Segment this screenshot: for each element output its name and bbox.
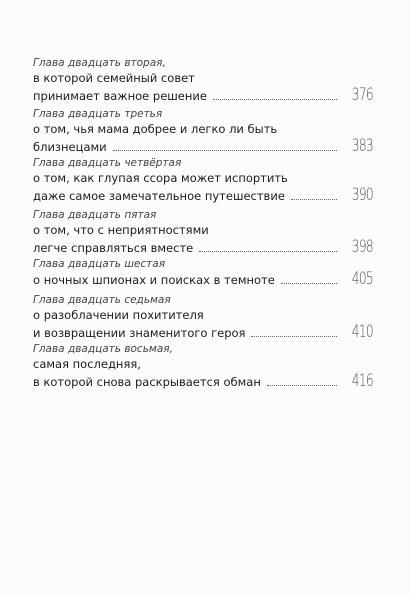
page-number: 390 (351, 185, 373, 205)
chapter-description-last-line (33, 87, 373, 104)
chapter-description-line: самая последняя, (33, 357, 141, 371)
chapter-description-line: о том, как глупая ссора может испортить (33, 171, 288, 185)
toc-entry (33, 258, 373, 288)
page-number: 376 (351, 85, 373, 105)
dot-leader (213, 90, 337, 100)
dot-leader (267, 376, 337, 386)
dot-leader (251, 327, 337, 337)
toc-entry (33, 157, 373, 204)
chapter-title: Глава двадцать четвёртая (33, 157, 182, 169)
page-number: 416 (351, 371, 373, 391)
toc-entry (33, 294, 373, 341)
chapter-description-line: даже самое замечательное путешествие (33, 189, 285, 203)
chapter-description-line: о разоблачении похитителя (33, 308, 204, 322)
toc-entry (33, 108, 373, 155)
chapter-description-line: близнецами (33, 140, 107, 154)
chapter-description-last-line (33, 373, 373, 390)
chapter-title: Глава двадцать третья (33, 108, 163, 120)
page-number: 405 (351, 269, 373, 289)
chapter-description-last-line (33, 271, 373, 288)
toc-entry (33, 209, 373, 256)
chapter-title: Глава двадцать пятая (33, 209, 157, 221)
chapter-title: Глава двадцать седьмая (33, 294, 171, 306)
chapter-description-last-line (33, 187, 373, 204)
chapter-description-line: и возвращении знаменитого героя (33, 326, 246, 340)
toc-entry (33, 343, 373, 390)
chapter-title: Глава двадцать шестая (33, 258, 166, 270)
chapter-title: Глава двадцать восьмая, (33, 343, 173, 355)
chapter-description-line: о том, чья мама добрее и легко ли быть (33, 122, 278, 136)
chapter-description-line: в которой снова раскрывается обман (33, 375, 261, 389)
chapter-description-last-line (33, 239, 373, 256)
page-number: 410 (351, 322, 373, 342)
chapter-description-line: в которой семейный совет (33, 71, 195, 85)
chapter-description-line: о ночных шпионах и поисках в темноте (33, 273, 275, 287)
chapter-description-last-line (33, 324, 373, 341)
chapter-description-line: легче справляться вместе (33, 241, 194, 255)
chapter-description-line: принимает важное решение (33, 89, 207, 103)
dot-leader (199, 242, 337, 252)
page-number: 398 (351, 237, 373, 257)
page-number: 383 (351, 136, 373, 156)
toc-entry (33, 57, 373, 104)
chapter-description-line: о том, что с неприятностями (33, 223, 209, 237)
dot-leader (291, 190, 337, 200)
chapter-description-last-line (33, 138, 373, 155)
dot-leader (281, 274, 337, 284)
dot-leader (113, 141, 337, 151)
chapter-title: Глава двадцать вторая, (33, 57, 166, 69)
